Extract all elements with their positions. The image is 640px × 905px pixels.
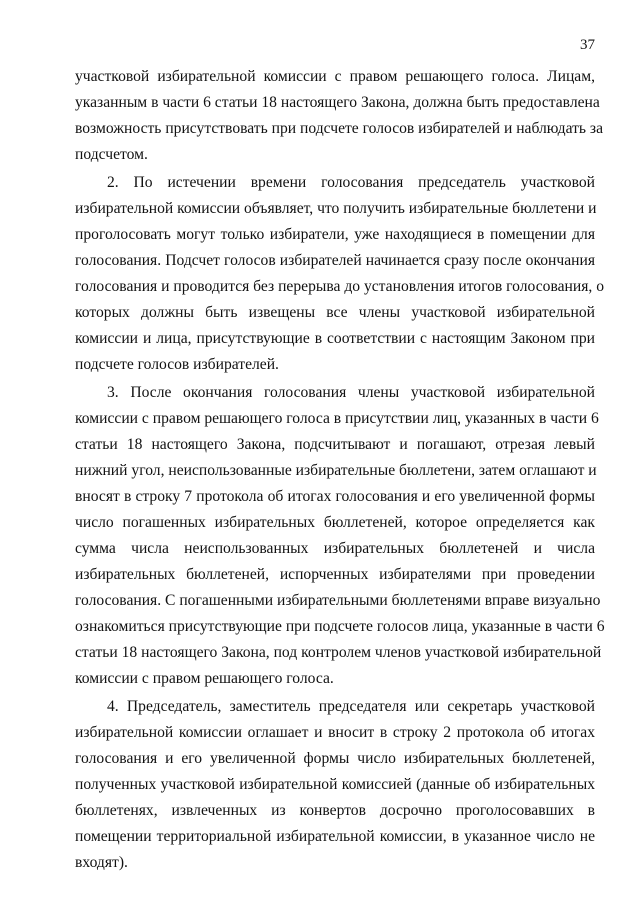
text-line: вносят в строку 7 протокола об итогах голосования и его увеличенной формы — [75, 488, 595, 505]
text-line: ознакомиться присутствующие при подсчете голосов лица, указанные в части 6 — [75, 618, 605, 635]
text-line: число погашенных избирательных бюллетеней, которое определяется как — [75, 514, 595, 531]
text-line: комиссии с правом решающего голоса. — [75, 670, 334, 687]
text-line: статьи 18 настоящего Закона, под контролем членов участковой избирательной — [75, 644, 602, 661]
paragraph-2 — [75, 170, 604, 378]
text-line: статьи 18 настоящего Закона, подсчитывают и погашают, отрезая левый — [75, 436, 595, 453]
text-line: избирательной комиссии оглашает и вносит в строку 2 протокола об итогах — [75, 724, 595, 741]
text-line: помещении территориальной избирательной комиссии, в указанное число не — [75, 828, 595, 845]
text-line: 3. После окончания голосования члены участковой избирательной — [107, 384, 595, 401]
text-line: голосования. С погашенными избирательными бюллетенями вправе визуально — [75, 592, 601, 609]
text-line: голосования и проводится без перерыва до установления итогов голосования, о — [75, 278, 604, 295]
text-line: возможность присутствовать при подсчете голосов избирателей и наблюдать за — [75, 120, 604, 137]
text-line: полученных участковой избирательной комиссией (данные об избирательных — [75, 776, 595, 793]
text-line: проголосовать могут только избиратели, уже находящиеся в помещении для — [75, 226, 595, 243]
paragraph-3 — [75, 380, 605, 692]
page-number: 37 — [580, 37, 595, 53]
text-line: входят). — [75, 854, 128, 871]
text-line: нижний угол, неиспользованные избирательные бюллетени, затем оглашают и — [75, 462, 597, 479]
paragraph-continuation — [75, 64, 604, 168]
text-line: сумма числа неиспользованных избирательных бюллетеней и числа — [75, 540, 595, 557]
text-line: которых должны быть извещены все члены участковой избирательной — [75, 304, 595, 321]
text-line: бюллетенях, извлеченных из конвертов досрочно проголосовавших в — [75, 802, 595, 819]
text-line: 2. По истечении времени голосования председатель участковой — [107, 174, 595, 191]
text-line: указанным в части 6 статьи 18 настоящего Закона, должна быть предоставлена — [75, 94, 600, 111]
text-line: избирательной комиссии объявляет, что получить избирательные бюллетени и — [75, 200, 597, 217]
text-line: голосования и его увеличенной формы число избирательных бюллетеней, — [75, 750, 595, 767]
text-line: комиссии и лица, присутствующие в соответствии с настоящим Законом при — [75, 330, 595, 347]
text-line: избирательных бюллетеней, испорченных избирателями при проведении — [75, 566, 595, 583]
text-line: комиссии с правом решающего голоса в присутствии лиц, указанных в части 6 — [75, 410, 599, 427]
text-line: подсчете голосов избирателей. — [75, 356, 279, 373]
text-line: подсчетом. — [75, 146, 148, 163]
paragraph-4 — [75, 694, 595, 876]
text-line: участковой избирательной комиссии с правом решающего голоса. Лицам, — [75, 68, 595, 85]
document-body — [75, 64, 605, 876]
text-line: 4. Председатель, заместитель председателя или секретарь участковой — [107, 698, 595, 715]
text-line: голосования. Подсчет голосов избирателей начинается сразу после окончания — [75, 252, 595, 269]
